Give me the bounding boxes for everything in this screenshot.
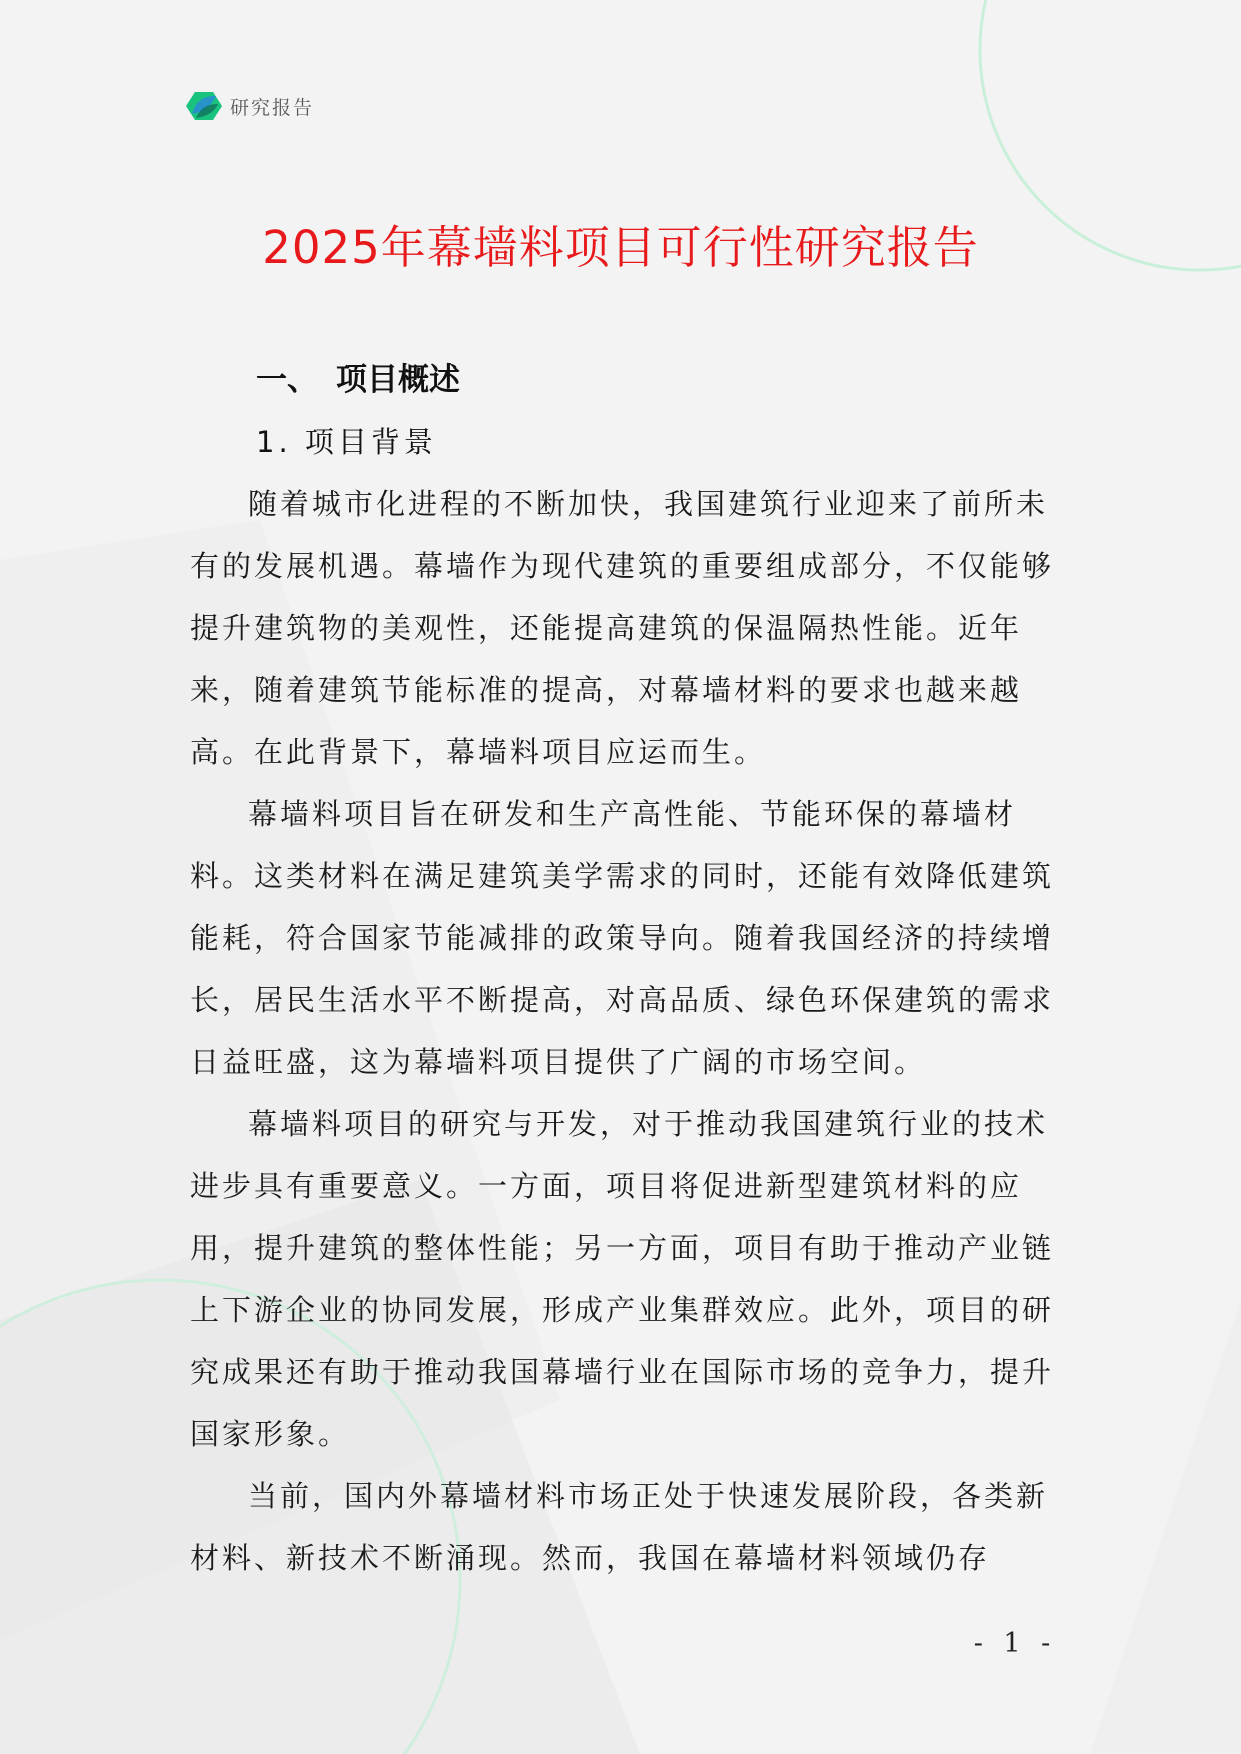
- document-title: 2025年幕墙料项目可行性研究报告: [262, 221, 979, 274]
- document-body: [190, 473, 1060, 1589]
- hexagon-leaf-logo-icon: [186, 90, 222, 122]
- body-paragraph: 随着城市化进程的不断加快，我国建筑行业迎来了前所未有的发展机遇。幕墙作为现代建筑的重要组成部分，不仅能够提升建筑物的美观性，还能提高建筑的保温隔热性能。近年来，随着建筑节能标准的提高，对幕墙材料的要求也越来越高。在此背景下，幕墙料项目应运而生。: [190, 487, 1055, 769]
- report-brand: [186, 88, 314, 124]
- body-paragraph: 当前，国内外幕墙材料市场正处于快速发展阶段，各类新材料、新技术不断涌现。然而，我国在幕墙材料领域仍存: [190, 1479, 1049, 1575]
- section-title: 项目概述: [336, 362, 460, 398]
- body-paragraph: 幕墙料项目旨在研发和生产高性能、节能环保的幕墙材料。这类材料在满足建筑美学需求的同时，还能有效降低建筑能耗，符合国家节能减排的政策导向。随着我国经济的持续增长，居民生活水平不断提高，对高品质、绿色环保建筑的需求日益旺盛，这为幕墙料项目提供了广阔的市场空间。: [190, 797, 1055, 1079]
- section-heading: [256, 358, 460, 402]
- subsection-heading: 1. 项目背景: [256, 425, 437, 459]
- section-number: 一、: [256, 362, 318, 398]
- page-number: - 1 -: [973, 1628, 1057, 1659]
- body-paragraph: 幕墙料项目的研究与开发，对于推动我国建筑行业的技术进步具有重要意义。一方面，项目将促进新型建筑材料的应用，提升建筑的整体性能；另一方面，项目有助于推动产业链上下游企业的协同发展，形成产业集群效应。此外，项目的研究成果还有助于推动我国幕墙行业在国际市场的竞争力，提升国家形象。: [190, 1107, 1055, 1451]
- brand-label: 研究报告: [230, 96, 315, 119]
